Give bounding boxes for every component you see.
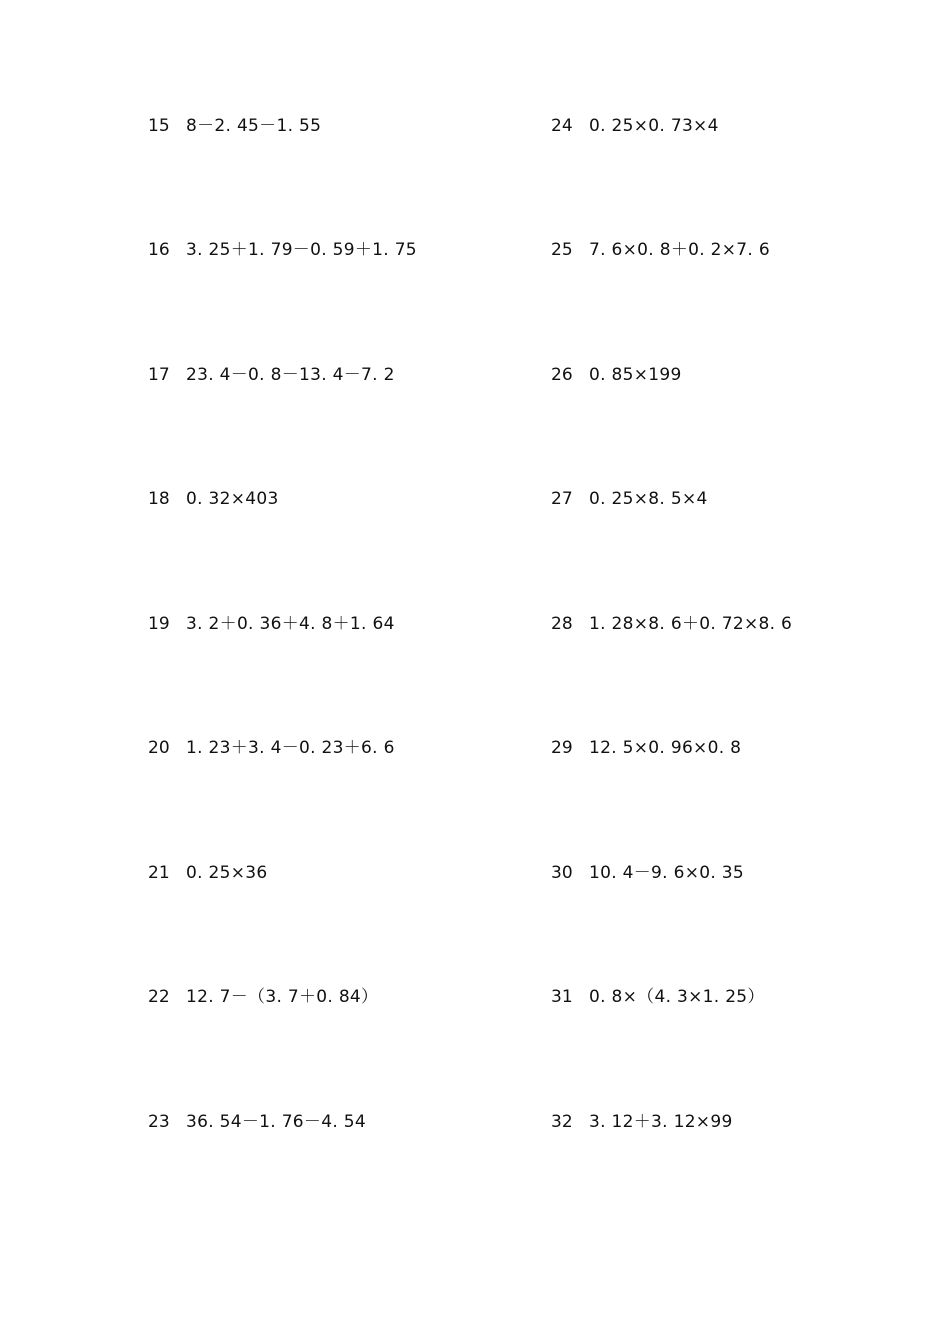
problem-item <box>551 612 792 636</box>
problem-item <box>148 861 268 885</box>
problem-number: 22 <box>148 987 170 1007</box>
problem-expression: 0. 25×36 <box>186 863 268 883</box>
problem-item <box>148 238 417 262</box>
problem-item <box>551 1110 733 1134</box>
problem-expression: 36. 54－1. 76－4. 54 <box>186 1112 366 1132</box>
problem-item <box>551 363 682 387</box>
problem-expression: 8－2. 45－1. 55 <box>186 116 322 136</box>
problem-expression: 0. 25×0. 73×4 <box>589 116 719 136</box>
problem-item <box>148 985 378 1009</box>
problem-item <box>148 1110 366 1134</box>
problem-item <box>551 487 708 511</box>
problem-item <box>551 114 719 138</box>
problem-expression: 3. 2＋0. 36＋4. 8＋1. 64 <box>186 614 395 634</box>
problem-number: 32 <box>551 1112 573 1132</box>
problem-expression: 12. 7－（3. 7＋0. 84） <box>186 987 379 1007</box>
problem-expression: 3. 12＋3. 12×99 <box>589 1112 733 1132</box>
problem-expression: 3. 25＋1. 79－0. 59＋1. 75 <box>186 240 417 260</box>
problem-number: 23 <box>148 1112 170 1132</box>
problem-number: 21 <box>148 863 170 883</box>
problem-expression: 12. 5×0. 96×0. 8 <box>589 738 742 758</box>
problem-number: 30 <box>551 863 573 883</box>
problem-item <box>148 736 395 760</box>
problem-item <box>551 238 770 262</box>
problem-item <box>148 363 395 387</box>
problem-number: 29 <box>551 738 573 758</box>
problem-item <box>551 985 765 1009</box>
problem-expression: 0. 32×403 <box>186 489 279 509</box>
problem-item <box>148 612 395 636</box>
problem-item <box>148 114 321 138</box>
problem-item <box>551 736 741 760</box>
problem-number: 24 <box>551 116 573 136</box>
problem-number: 15 <box>148 116 170 136</box>
problem-expression: 0. 25×8. 5×4 <box>589 489 708 509</box>
problem-expression: 0. 85×199 <box>589 365 682 385</box>
problem-item <box>551 861 744 885</box>
problem-number: 26 <box>551 365 573 385</box>
problem-number: 16 <box>148 240 170 260</box>
problem-number: 28 <box>551 614 573 634</box>
problem-number: 18 <box>148 489 170 509</box>
problem-expression: 23. 4－0. 8－13. 4－7. 2 <box>186 365 395 385</box>
problem-number: 17 <box>148 365 170 385</box>
problem-item <box>148 487 279 511</box>
problem-expression: 7. 6×0. 8＋0. 2×7. 6 <box>589 240 770 260</box>
problem-expression: 10. 4－9. 6×0. 35 <box>589 863 744 883</box>
problem-number: 25 <box>551 240 573 260</box>
problem-expression: 0. 8×（4. 3×1. 25） <box>589 987 765 1007</box>
problem-number: 31 <box>551 987 573 1007</box>
problem-number: 27 <box>551 489 573 509</box>
problem-number: 19 <box>148 614 170 634</box>
problem-expression: 1. 23＋3. 4－0. 23＋6. 6 <box>186 738 395 758</box>
problem-expression: 1. 28×8. 6＋0. 72×8. 6 <box>589 614 793 634</box>
problem-number: 20 <box>148 738 170 758</box>
